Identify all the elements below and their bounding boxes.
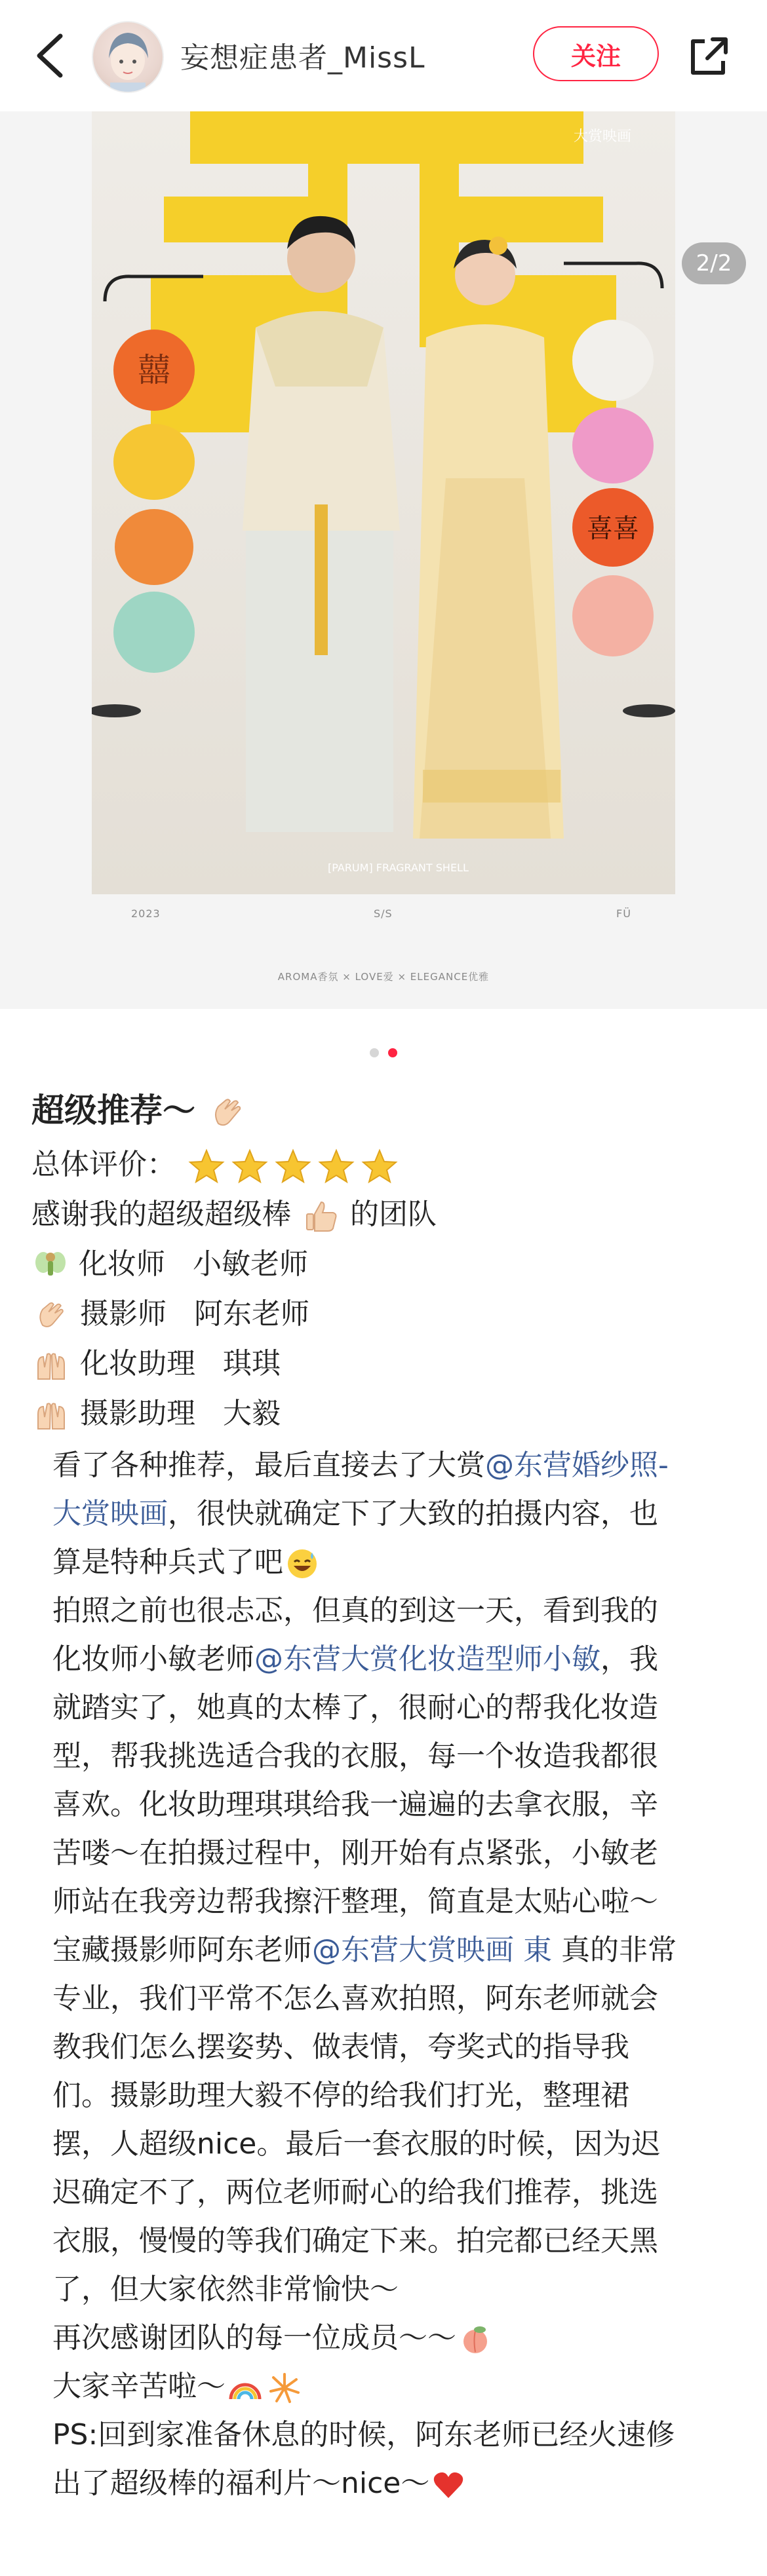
team-name: 大毅 <box>222 1397 281 1430</box>
team-row-photographer <box>31 1289 739 1339</box>
brand-tag: 大赏映画 <box>574 128 632 145</box>
note-title-text: 超级推荐～ <box>31 1091 195 1129</box>
team-row-makeup <box>31 1240 739 1289</box>
author-name[interactable]: 妄想症患者_MissL <box>180 41 425 75</box>
star-icon <box>274 1148 312 1184</box>
note-title <box>31 1081 739 1140</box>
body-line <box>52 2362 738 2411</box>
caption-slogan: AROMA香氛 × LOVE爱 × ELEGANCE优雅 <box>277 971 490 983</box>
team-row-photo-assistant <box>31 1389 739 1439</box>
fireworks-icon <box>267 2372 302 2404</box>
carousel-dot[interactable] <box>370 1048 379 1057</box>
fairy-icon <box>34 1248 67 1283</box>
mention-link[interactable]: 大赏映画 <box>52 1497 168 1530</box>
mention-link[interactable]: @东营大赏化妆造型师小敏 <box>254 1642 600 1676</box>
body-line: 就踏实了，她真的太棒了，很耐心的帮我化妆造 <box>52 1691 658 1724</box>
team-role: 摄影师 <box>80 1297 167 1331</box>
team-role: 化妆师 <box>79 1247 165 1281</box>
share-icon[interactable] <box>685 29 731 82</box>
caption-season: S/S <box>374 907 393 920</box>
raised-hands-icon <box>34 1348 68 1383</box>
carousel-indicator <box>0 1048 767 1057</box>
image-carousel[interactable] <box>0 111 767 1009</box>
mention-link[interactable]: @东营婚纱照- <box>485 1449 669 1482</box>
body-line: 型，帮我挑选适合我的衣服，每一个妆造我都很 <box>52 1739 658 1773</box>
note-content <box>31 1074 739 1439</box>
body-text: 再次感谢团队的每一位成员～～ <box>52 2321 456 2355</box>
avatar[interactable] <box>92 21 164 93</box>
lantern-right-text: 喜喜 <box>587 514 639 544</box>
body-line <box>52 1926 738 1975</box>
star-icon <box>361 1148 399 1184</box>
body-line <box>52 1441 738 1490</box>
body-line <box>52 1635 738 1684</box>
heart-icon <box>432 2469 465 2501</box>
body-text: 大家辛苦啦～ <box>52 2370 226 2403</box>
star-icon <box>187 1148 226 1184</box>
note-header <box>0 0 767 111</box>
team-role: 摄影助理 <box>80 1397 195 1430</box>
body-text: ，我 <box>600 1642 658 1676</box>
clapping-hands-icon <box>209 1095 246 1131</box>
team-row-makeup-assistant <box>31 1339 739 1389</box>
team-name: 阿东老师 <box>193 1297 309 1331</box>
caption-year: 2023 <box>131 907 161 920</box>
body-line: PS:回到家准备休息的时候，阿东老师已经火速修 <box>52 2418 675 2452</box>
star-icon <box>317 1148 355 1184</box>
body-line: 摆，人超级nice。最后一套衣服的时候，因为迟 <box>52 2127 661 2161</box>
body-text: 算是特种兵式了吧 <box>52 1545 283 1579</box>
image-counter: 2/2 <box>682 242 746 284</box>
body-line: 了，但大家依然非常愉快～ <box>52 2273 399 2306</box>
team-name: 小敏老师 <box>192 1247 308 1281</box>
body-line <box>52 2459 738 2508</box>
body-text: 真的非常 <box>561 1933 677 1967</box>
carousel-dot-active[interactable] <box>388 1048 397 1057</box>
rating-label: 总体评价： <box>31 1148 176 1181</box>
team-role: 化妆助理 <box>80 1347 195 1380</box>
wedding-photo <box>92 111 675 894</box>
grinning-sweat-icon <box>286 1547 319 1580</box>
star-icon <box>231 1148 269 1184</box>
body-line <box>52 1538 738 1587</box>
thanks-text-a: 感谢我的超级超级棒 <box>31 1198 291 1231</box>
body-line: 专业，我们平常不怎么喜欢拍照，阿东老师就会 <box>52 1982 658 2015</box>
fabric-text: [PARUM] FRAGRANT SHELL <box>328 862 469 874</box>
rating-stars <box>185 1148 401 1181</box>
thanks-text-b: 的团队 <box>350 1198 437 1231</box>
follow-button[interactable]: 关注 <box>533 26 659 81</box>
lantern-left-text: 囍 <box>138 351 170 389</box>
peach-icon <box>459 2323 492 2356</box>
body-text: 化妆师小敏老师 <box>52 1642 254 1676</box>
body-text: 出了超级棒的福利片～nice～ <box>52 2467 430 2500</box>
body-line: 拍照之前也很忐忑，但真的到这一天，看到我的 <box>52 1594 658 1627</box>
body-line: 教我们怎么摆姿势、做表情，夸奖式的指导我 <box>52 2030 629 2064</box>
body-line: 们。摄影助理大毅不停的给我们打光，整理裙 <box>52 2079 629 2112</box>
body-text: 宝藏摄影师阿东老师 <box>52 1933 312 1967</box>
thumbs-up-icon <box>303 1198 338 1234</box>
body-line: 喜欢。化妆助理琪琪给我一遍遍的去拿衣服，辛 <box>52 1788 658 1821</box>
body-line: 迟确定不了，两位老师耐心的给我们推荐，挑选 <box>52 2176 658 2209</box>
body-paragraph <box>52 1441 738 2508</box>
body-line <box>52 2314 738 2362</box>
caption-brand: FÜ <box>616 907 631 920</box>
body-text: ，很快就确定下了大致的拍摄内容，也 <box>168 1497 658 1530</box>
clapping-hands-icon <box>34 1298 68 1333</box>
body-line: 师站在我旁边帮我擦汗整理，简直是太贴心啦～ <box>52 1885 658 1918</box>
back-arrow-icon[interactable] <box>28 26 73 85</box>
rainbow-icon <box>228 2372 262 2404</box>
rating-row <box>31 1140 739 1190</box>
body-line <box>52 1490 738 1538</box>
body-line: 苦喽～在拍摄过程中，刚开始有点紧张，小敏老 <box>52 1836 658 1870</box>
mention-link[interactable]: @东营大赏映画 東 <box>312 1933 552 1967</box>
raised-hands-icon <box>34 1397 68 1433</box>
team-name: 琪琪 <box>222 1347 281 1380</box>
body-line: 衣服，慢慢的等我们确定下来。拍完都已经天黑 <box>52 2224 658 2258</box>
thanks-line <box>31 1190 739 1240</box>
body-text: 看了各种推荐，最后直接去了大赏 <box>52 1449 485 1482</box>
